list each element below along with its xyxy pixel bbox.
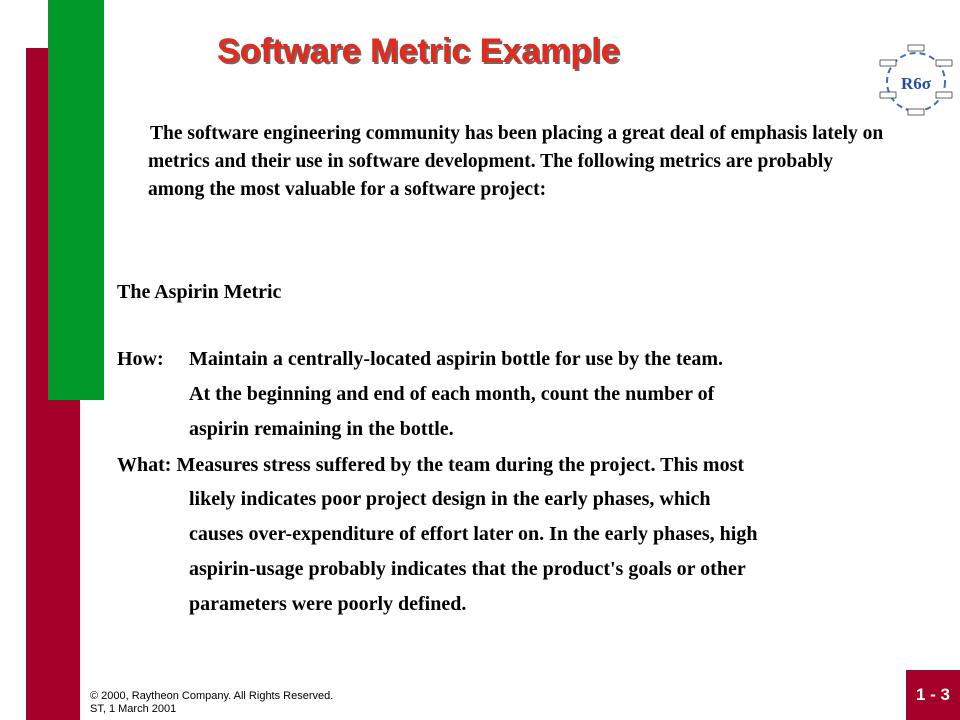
logo-center-text: R6σ bbox=[900, 74, 932, 93]
what-label: What: bbox=[117, 454, 172, 476]
what-line: likely indicates poor project design in the early phases, which bbox=[189, 488, 711, 510]
logo-stage-box bbox=[936, 92, 952, 98]
what-line: aspirin-usage probably indicates that the product's goals or other bbox=[189, 558, 746, 580]
what-line: Measures stress suffered by the team during the project. This most bbox=[176, 454, 745, 476]
how-row bbox=[117, 347, 723, 371]
footer bbox=[90, 690, 333, 716]
logo-stage-box bbox=[908, 109, 924, 115]
how-line: At the beginning and end of each month, count the number of bbox=[189, 383, 715, 405]
logo-stage-box bbox=[880, 92, 896, 98]
how-label: How: bbox=[117, 348, 164, 370]
footer-copyright: © 2000, Raytheon Company. All Rights Reserved. bbox=[90, 690, 334, 702]
intro-paragraph: The software engineering community has been placing a great deal of emphasis lately on metrics and their use in software development. The following metrics are probably among the most valuable for a software project: bbox=[148, 123, 884, 200]
footer-date: ST, 1 March 2001 bbox=[90, 703, 177, 715]
logo-stage-box bbox=[936, 60, 952, 66]
logo-stage-box bbox=[880, 60, 896, 66]
how-line: Maintain a centrally-located aspirin bottle for use by the team. bbox=[189, 348, 724, 370]
decorative-green-bar bbox=[48, 0, 104, 400]
how-line: aspirin remaining in the bottle. bbox=[189, 418, 454, 440]
what-line: causes over-expenditure of effort later on. In the early phases, high bbox=[189, 523, 758, 545]
raytheon-six-sigma-logo-icon bbox=[876, 42, 956, 122]
logo-stage-box bbox=[908, 45, 924, 51]
what-row bbox=[117, 453, 744, 477]
page-number-badge: 1 - 3 bbox=[906, 670, 960, 720]
what-line: parameters were poorly defined. bbox=[189, 593, 467, 615]
slide-title: Software Metric Example bbox=[217, 32, 620, 70]
metric-name: The Aspirin Metric bbox=[117, 281, 282, 303]
